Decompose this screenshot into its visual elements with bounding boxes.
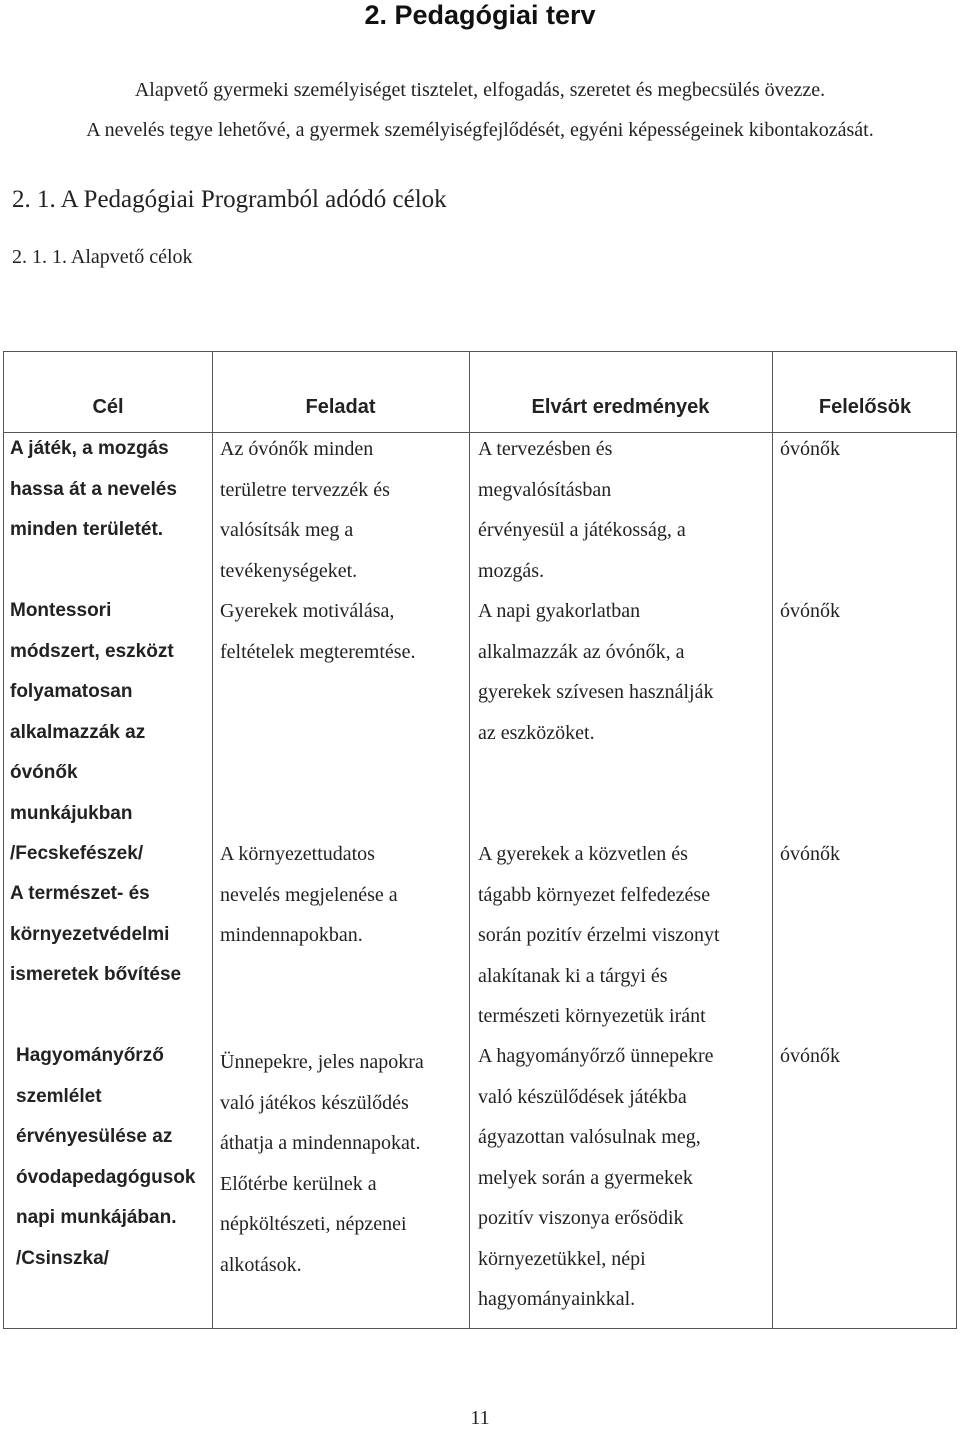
header-felelosok: Felelősök [818, 396, 912, 418]
row-4-eredmenyek: A hagyományőrző ünnepekre való készülődések játékba ágyazottan valósulnak meg, melyek során a gyermekek pozitív viszonya erősödik környezetükkel, népi hagyományainkkal. [478, 1045, 714, 1310]
row-2-felelosok: óvónők [780, 600, 840, 622]
row-3-feladat: A környezettudatos nevelés megjelenése a mindennapokban. [220, 843, 398, 946]
row-2-eredmenyek: A napi gyakorlatban alkalmazzák az óvónők, a gyerekek szívesen használják az eszközöket. [478, 600, 714, 744]
row-1-feladat: Az óvónők minden területre tervezzék és valósítsák meg a tevékenységeket. [220, 438, 390, 582]
row-3-felelosok: óvónők [780, 843, 840, 865]
page-number: 11 [470, 1407, 490, 1429]
goals-table [3, 351, 957, 1329]
row-4-cel: Hagyományőrző szemlélet érvényesülése az óvodapedagógusok napi munkájában. /Csinszka/ [16, 1045, 196, 1269]
row-2-feladat: Gyerekek motiválása, feltételek megteremtése. [220, 600, 416, 663]
row-4-felelosok: óvónők [780, 1045, 840, 1067]
row-3-cel: A természet- és környezetvédelmi ismeretek bővítése [10, 883, 182, 985]
header-cel: Cél [92, 396, 124, 418]
column-divider [212, 352, 213, 1328]
row-2-cel: Montessori módszert, eszközt folyamatosan alkalmazzák az óvónők munkájukban /Fecskefészek/ [10, 600, 174, 864]
row-4-feladat: Ünnepekre, jeles napokra való játékos készülődés áthatja a mindennapokat. Előtérbe kerülnek a népköltészeti, népzenei alkotások. [220, 1051, 424, 1276]
column-divider [469, 352, 470, 1328]
header-elvart-eredmenyek: Elvárt eredmények [531, 396, 710, 418]
intro-line-2: A nevelés tegye lehetővé, a gyermek személyiségfejlődését, egyéni képességeinek kibontakozását. [86, 119, 874, 141]
row-1-eredmenyek: A tervezésben és megvalósításban érvényesül a játékosság, a mozgás. [478, 438, 686, 582]
row-1-cel: A játék, a mozgás hassa át a nevelés minden területét. [10, 438, 177, 540]
row-3-eredmenyek: A gyerekek a közvetlen és tágabb környezet felfedezése során pozitív érzelmi viszonyt alakítanak ki a tárgyi és természeti környezetük iránt [478, 843, 720, 1027]
row-1-felelosok: óvónők [780, 438, 840, 460]
section-title: 2. Pedagógiai terv [364, 0, 596, 30]
column-divider [772, 352, 773, 1328]
header-feladat: Feladat [305, 396, 376, 418]
subsection-title: 2. 1. A Pedagógiai Programból adódó célok [12, 186, 447, 213]
subsubsection-title: 2. 1. 1. Alapvető célok [12, 246, 193, 268]
intro-line-1: Alapvető gyermeki személyiséget tisztelet, elfogadás, szeretet és megbecsülés övezze. [134, 79, 826, 101]
